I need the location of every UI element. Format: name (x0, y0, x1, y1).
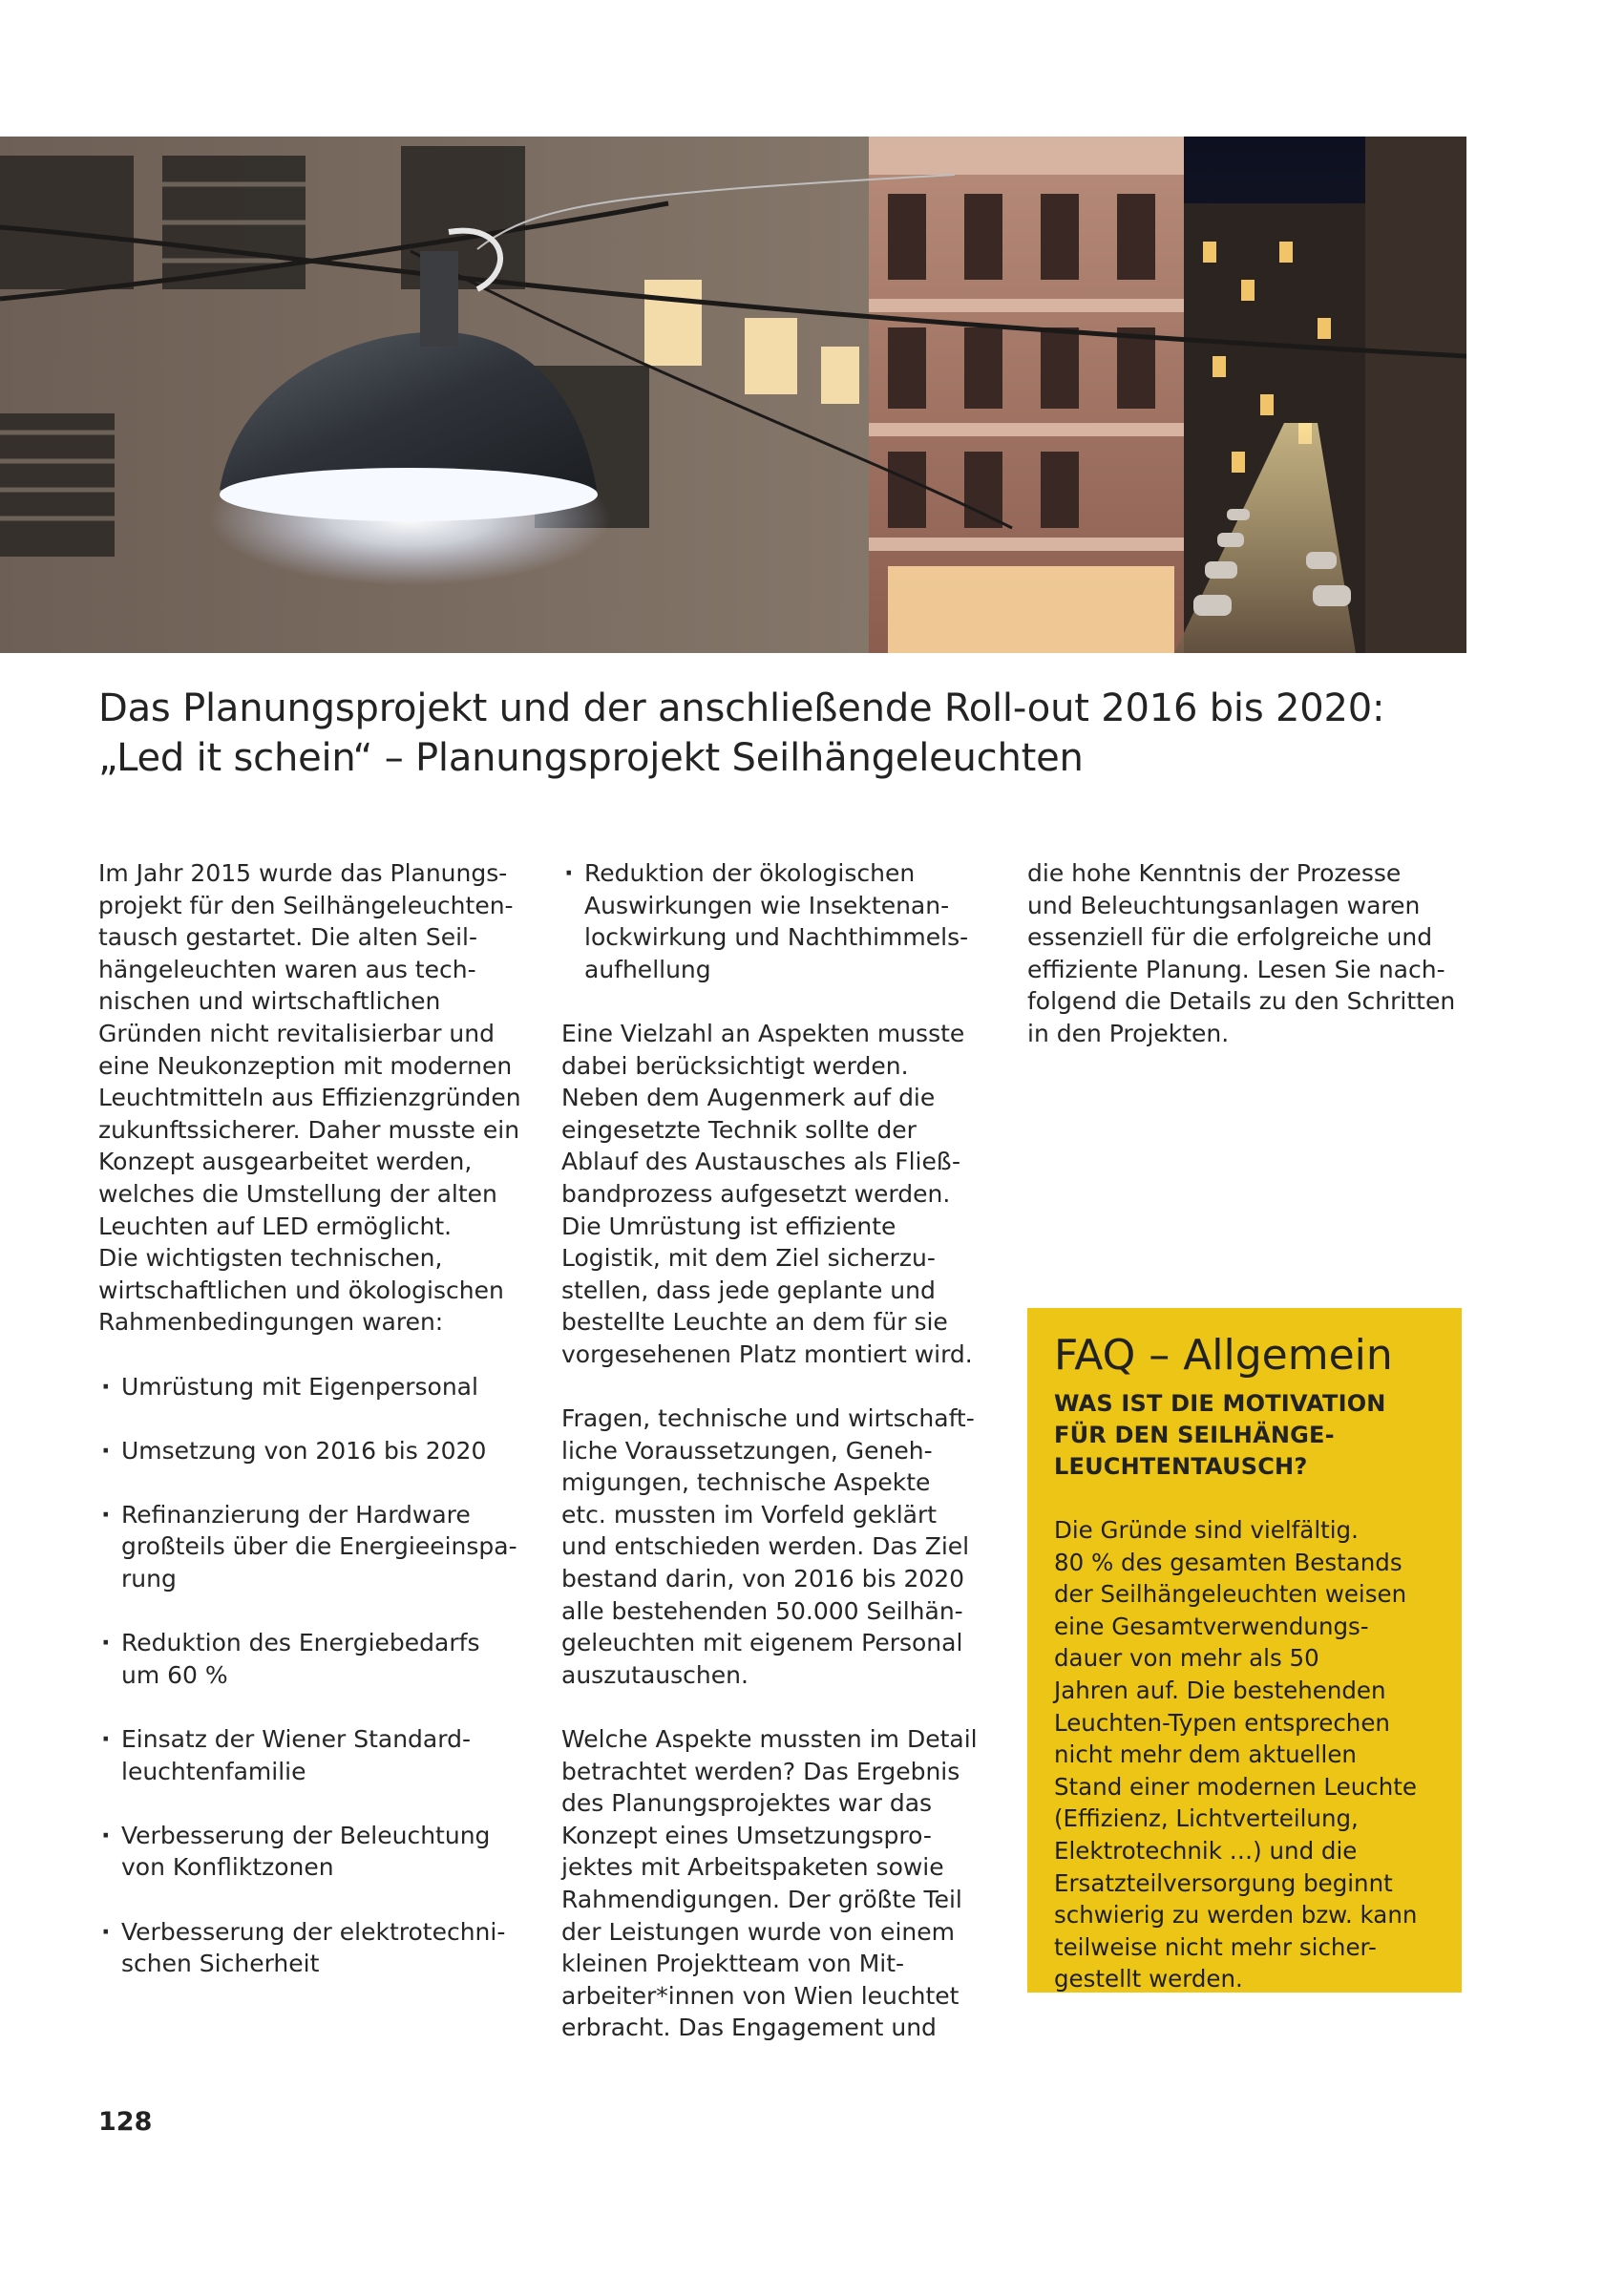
text-line: etc. mussten im Vorfeld geklärt (561, 1500, 938, 1529)
text-line: eine Gesamtverwendungs- (1054, 1612, 1369, 1640)
text-line: um 60 % (121, 1660, 228, 1689)
text-line: liche Voraussetzungen, Geneh- (561, 1436, 933, 1465)
list-item (98, 1916, 547, 1980)
text-line: · Umrüstung mit Eigenpersonal (121, 1372, 478, 1401)
text-line: hängeleuchten waren aus tech- (98, 955, 476, 983)
text-column-3 (1027, 857, 1466, 1050)
text-line: alle bestehenden 50.000 Seilhän- (561, 1596, 963, 1625)
text-line: folgend die Details zu den Schritten (1027, 987, 1456, 1016)
text-line: nischen und wirtschaftlichen (98, 987, 441, 1016)
text-line: dauer von mehr als 50 (1054, 1644, 1319, 1673)
text-line: FÜR DEN SEILHÄNGE- (1054, 1422, 1335, 1448)
text-line: zukunftssicherer. Daher musste ein (98, 1115, 520, 1144)
text-line: Auswirkungen wie Insektenan- (584, 891, 950, 919)
title-line-2: „Led it schein“ – Planungsprojekt Seilhängeleuchten (98, 736, 1084, 780)
text-line: Im Jahr 2015 wurde das Planungs- (98, 859, 508, 887)
text-line: Welche Aspekte mussten im Detail (561, 1725, 978, 1754)
text-line: eine Neukonzeption mit modernen (98, 1051, 513, 1080)
text-line: der Seilhängeleuchten weisen (1054, 1580, 1407, 1609)
text-line: · Reduktion des Energiebedarfs (121, 1629, 480, 1657)
text-line: eingesetzte Technik sollte der (561, 1115, 917, 1144)
text-line: des Planungsprojektes war das (561, 1789, 933, 1818)
list-item (98, 1820, 547, 1884)
text-line: · Einsatz der Wiener Standard- (121, 1725, 471, 1754)
text-line: · Refinanzierung der Hardware (121, 1500, 471, 1529)
list-item (561, 857, 1010, 985)
text-line: bestand darin, von 2016 bis 2020 (561, 1565, 965, 1593)
text-line: Neben dem Augenmerk auf die (561, 1084, 936, 1112)
text-line: Jahren auf. Die bestehenden (1054, 1676, 1386, 1704)
faq-question (1054, 1388, 1435, 1483)
text-line: der Leistungen wurde von einem (561, 1917, 955, 1946)
text-line: arbeiter*innen von Wien leuchtet (561, 1981, 960, 2010)
text-line: gestellt werden. (1054, 1965, 1243, 1993)
text-line: schwierig zu werden bzw. kann (1054, 1901, 1418, 1930)
page-title (98, 684, 1473, 783)
conditions-list (98, 1371, 547, 1980)
text-line: migungen, technische Aspekte (561, 1468, 931, 1497)
text-line: WAS IST DIE MOTIVATION (1054, 1390, 1386, 1417)
text-line: Ablauf des Austausches als Fließ- (561, 1148, 961, 1176)
text-line: und Beleuchtungsanlagen waren (1027, 891, 1421, 919)
text-line: Stand einer modernen Leuchte (1054, 1772, 1417, 1801)
text-line: · Reduktion der ökologischen (584, 859, 916, 887)
page-number: 128 (98, 2107, 153, 2137)
list-item (98, 1499, 547, 1595)
text-line: · Verbesserung der Beleuchtung (121, 1821, 491, 1849)
ecology-bullet (561, 857, 1010, 985)
text-line: großteils über die Energieeinspa- (121, 1532, 517, 1561)
text-line: bestellte Leuchte an dem für sie (561, 1308, 948, 1337)
text-line: Die Umrüstung ist effiziente (561, 1212, 896, 1240)
list-item (98, 1723, 547, 1787)
text-line: die hohe Kenntnis der Prozesse (1027, 859, 1402, 887)
intro-paragraph (98, 857, 547, 1339)
text-column-2 (561, 857, 1010, 2044)
text-line: aufhellung (584, 955, 711, 983)
text-line: · Umsetzung von 2016 bis 2020 (121, 1436, 487, 1465)
text-line: vorgesehenen Platz montiert wird. (561, 1339, 973, 1368)
text-line: essenziell für die erfolgreiche und (1027, 923, 1433, 952)
text-line: geleuchten mit eigenem Personal (561, 1629, 963, 1657)
text-line: Eine Vielzahl an Aspekten musste (561, 1019, 965, 1047)
text-line: bandprozess aufgesetzt werden. (561, 1179, 951, 1208)
text-line: wirtschaftlichen und ökologischen (98, 1276, 504, 1304)
text-line: jektes mit Arbeitspaketen sowie (561, 1853, 944, 1882)
text-line: erbracht. Das Engagement und (561, 2014, 937, 2042)
text-line: betrachtet werden? Das Ergebnis (561, 1757, 960, 1785)
text-line: rung (121, 1565, 177, 1593)
faq-title: FAQ – Allgemein (1054, 1331, 1393, 1380)
text-line: · Verbesserung der elektrotechni- (121, 1917, 506, 1946)
text-line: projekt für den Seilhängeleuchten- (98, 891, 514, 919)
text-line: Leuchten auf LED ermöglicht. (98, 1212, 453, 1240)
text-line: Leuchten-Typen entsprechen (1054, 1708, 1390, 1737)
text-line: Konzept eines Umsetzungspro- (561, 1821, 932, 1849)
text-line: (Effizienz, Lichtverteilung, (1054, 1804, 1359, 1833)
text-line: Logistik, mit dem Ziel sicherzu- (561, 1244, 936, 1273)
text-line: von Konfliktzonen (121, 1853, 334, 1882)
text-line: auszutauschen. (561, 1660, 749, 1689)
text-line: Die wichtigsten technischen, (98, 1244, 443, 1273)
text-line: Rahmenbedingungen waren: (98, 1308, 444, 1337)
text-line: stellen, dass jede geplante und (561, 1276, 936, 1304)
text-line: LEUCHTENTAUSCH? (1054, 1453, 1308, 1480)
text-line: nicht mehr dem aktuellen (1054, 1740, 1357, 1769)
text-line: und entschieden werden. Das Ziel (561, 1532, 970, 1561)
text-line: 80 % des gesamten Bestands (1054, 1548, 1403, 1576)
questions-paragraph (561, 1403, 1010, 1691)
text-line: Leuchtmitteln aus Effizienzgründen (98, 1084, 521, 1112)
list-item (98, 1627, 547, 1691)
text-line: lockwirkung und Nachthimmels- (584, 923, 969, 952)
text-line: kleinen Projektteam von Mit- (561, 1950, 905, 1978)
list-item (98, 1371, 547, 1403)
faq-box (1027, 1308, 1462, 1993)
text-line: Konzept ausgearbeitet werden, (98, 1148, 473, 1176)
aspects-paragraph (561, 1018, 1010, 1371)
text-line: tausch gestartet. Die alten Seil- (98, 923, 478, 952)
text-line: Ersatzteilversorgung beginnt (1054, 1868, 1393, 1897)
results-paragraph (561, 1723, 1010, 2044)
street-lamp-illustration (0, 137, 1466, 653)
text-line: Rahmendigungen. Der größte Teil (561, 1886, 962, 1913)
text-line: leuchtenfamilie (121, 1757, 306, 1785)
faq-answer (1054, 1514, 1435, 1995)
text-line: Elektrotechnik …) und die (1054, 1836, 1358, 1865)
text-line: dabei berücksichtigt werden. (561, 1051, 909, 1080)
text-column-1 (98, 857, 547, 1980)
list-item (98, 1435, 547, 1467)
text-line: Gründen nicht revitalisierbar und (98, 1019, 495, 1047)
title-line-1: Das Planungsprojekt und der anschließende Roll-out 2016 bis 2020: (98, 686, 1385, 730)
text-line: schen Sicherheit (121, 1950, 320, 1978)
text-line: Fragen, technische und wirtschaft- (561, 1404, 975, 1433)
text-line: in den Projekten. (1027, 1019, 1230, 1047)
continuation-paragraph (1027, 857, 1466, 1050)
text-line: teilweise nicht mehr sicher- (1054, 1932, 1377, 1961)
text-line: welches die Umstellung der alten (98, 1179, 497, 1208)
text-line: Die Gründe sind vielfältig. (1054, 1516, 1359, 1544)
text-line: effiziente Planung. Lesen Sie nach- (1027, 955, 1445, 983)
hero-photo (0, 137, 1466, 653)
